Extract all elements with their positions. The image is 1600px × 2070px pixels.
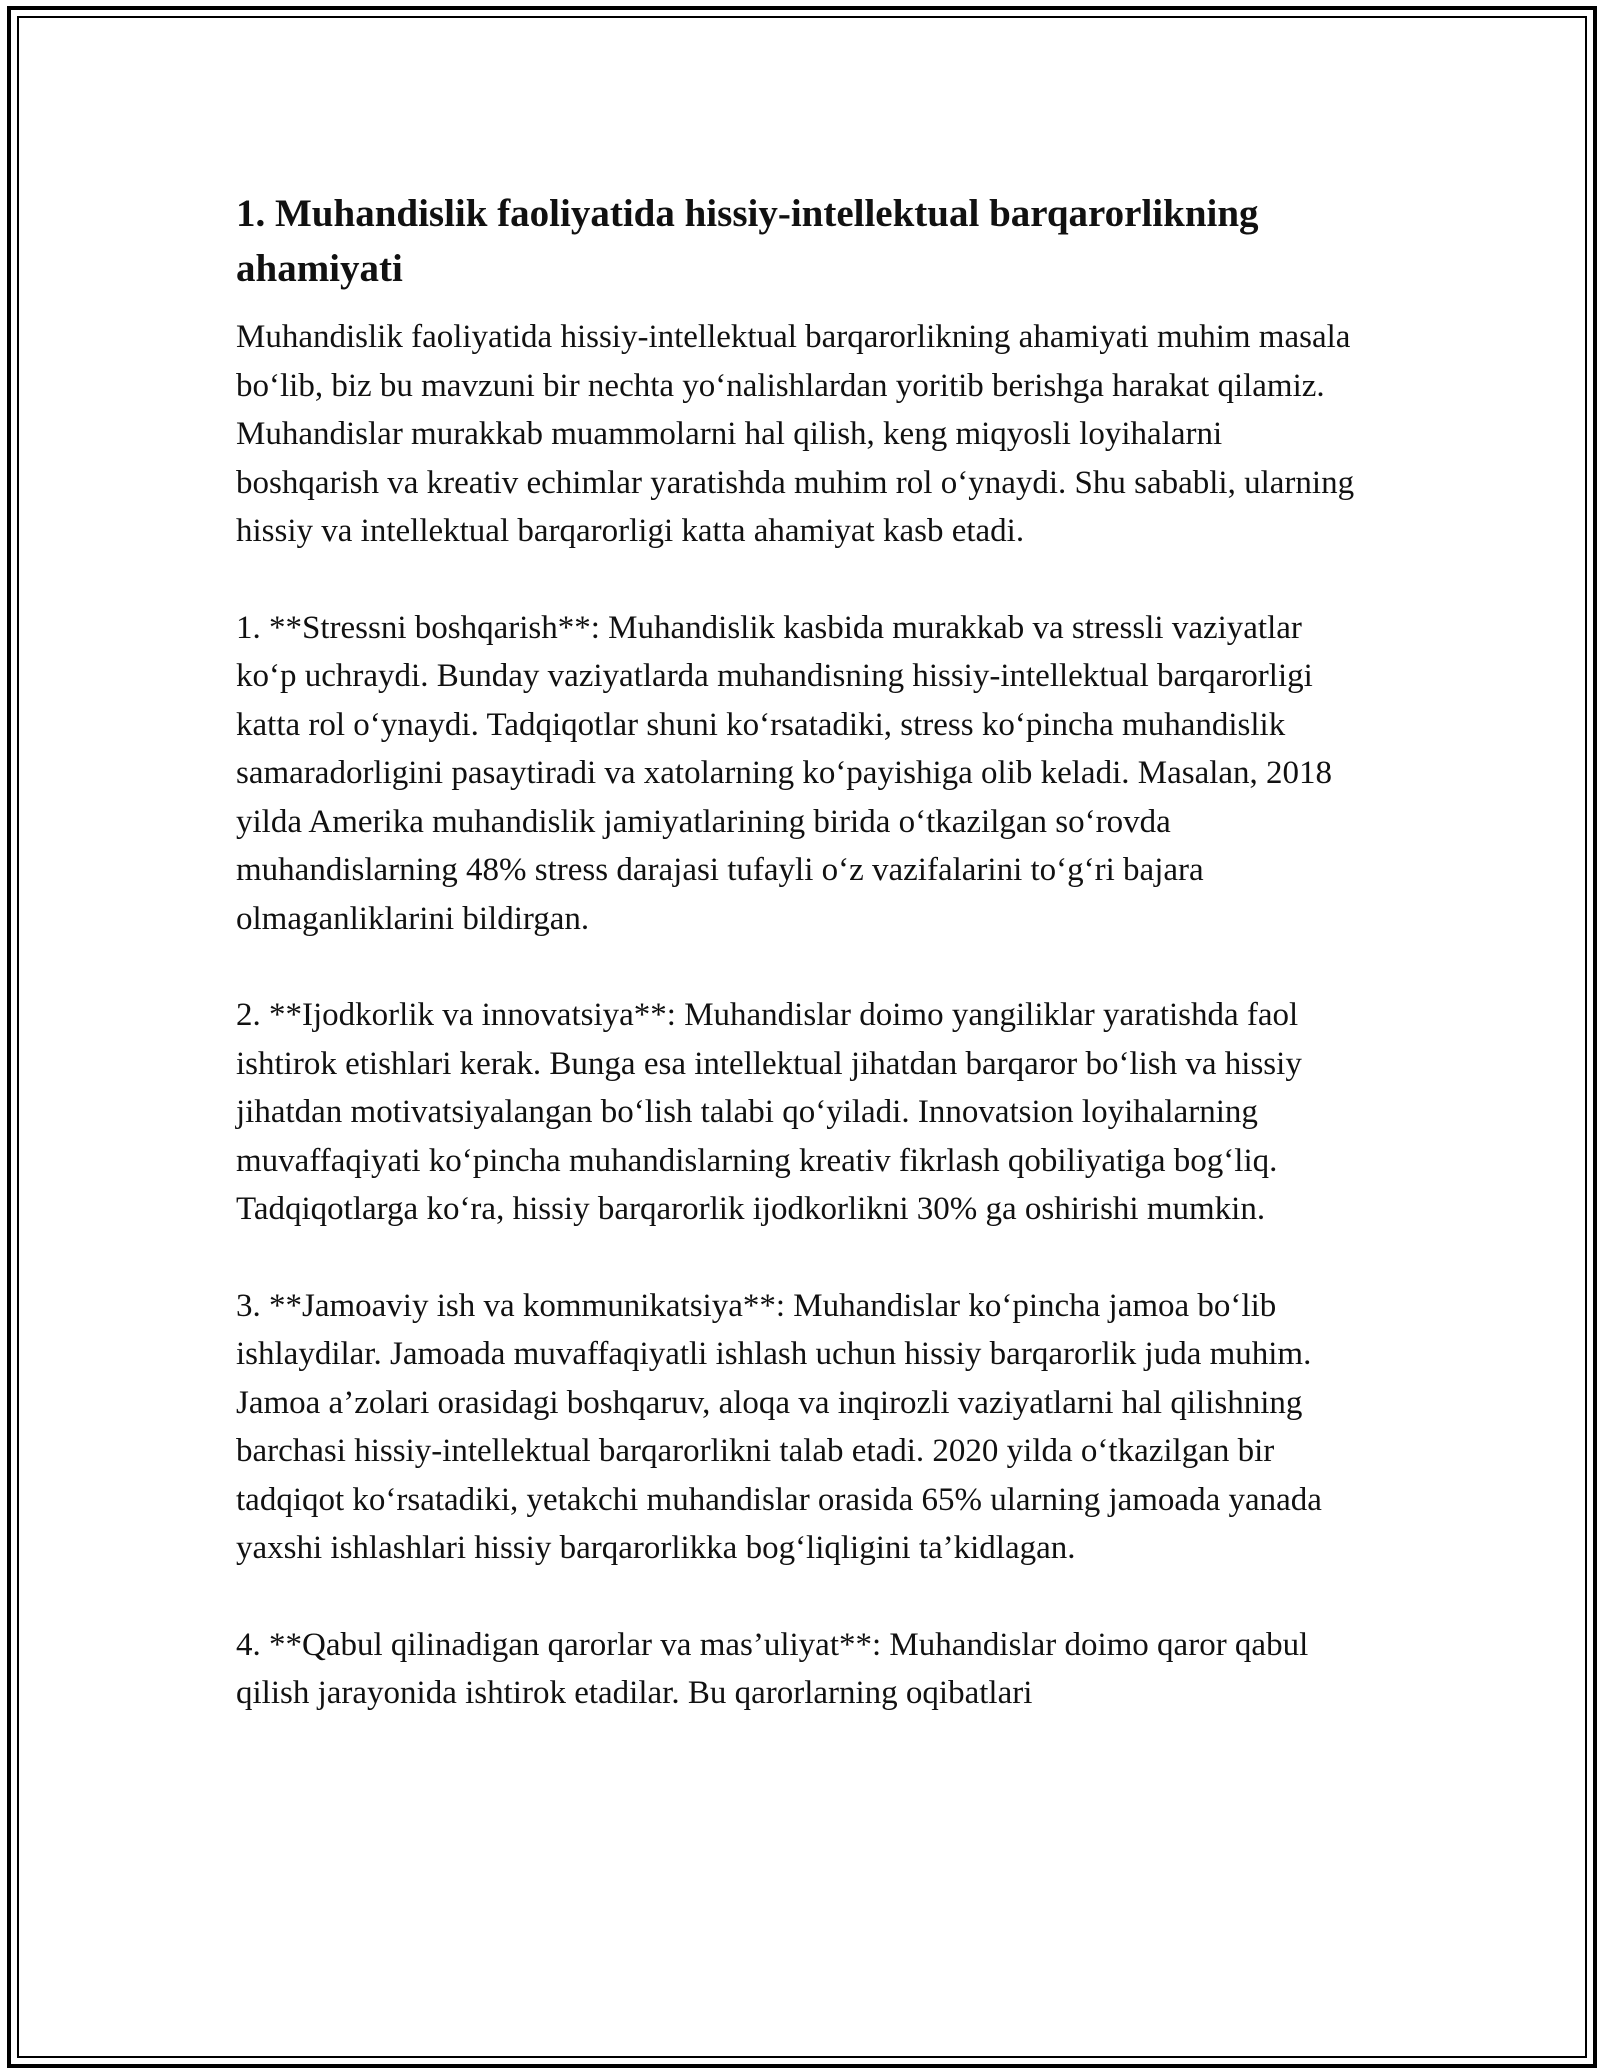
paragraph-teamwork-communication: 3. **Jamoaviy ish va kommunikatsiya**: Muhandislar ko‘pincha jamoa bo‘lib ishlaydilar. Jamoada muvaffaqiyatli ishlash uchun hissiy barqarorlik juda muhim. Jamoa a’zolari orasidagi boshqaruv, aloqa va inqirozli vaziyatlarni hal qilishning barchasi hissiy-intellektual barqarorlikni talab etadi. 2020 yilda o‘tkazilgan bir tadqiqot ko‘rsatadiki, yetakchi muhandislar orasida 65% ularning jamoada yanada yaxshi ishlashlari hissiy barqarorlikka bog‘liqligini ta’kidlagan. bbox=[236, 1287, 1322, 1566]
paragraph-stress-management: 1. **Stressni boshqarish**: Muhandislik kasbida murakkab va stressli vaziyatlar ko‘p uchraydi. Bunday vaziyatlarda muhandisning hissiy-intellektual barqarorligi katta rol o‘ynaydi. Tadqiqotlar shuni ko‘rsatadiki, stress ko‘pincha muhandislik samaradorligini pasaytiradi va xatolarning ko‘payishiga olib keladi. Masalan, 2018 yilda Amerika muhandislik jamiyatlarining birida o‘tkazilgan so‘rovda muhandislarning 48% stress darajasi tufayli o‘z vazifalarini to‘g‘ri bajara olmaganliklarini bildirgan. bbox=[236, 609, 1333, 937]
paragraph-decisions-responsibility: 4. **Qabul qilinadigan qarorlar va mas’uliyat**: Muhandislar doimo qaror qabul qilish jarayonida ishtirok etadilar. Bu qarorlarning oqibatlari bbox=[236, 1626, 1309, 1711]
paragraph-creativity-innovation: 2. **Ijodkorlik va innovatsiya**: Muhandislar doimo yangiliklar yaratishda faol ishtirok etishlari kerak. Bunga esa intellektual jihatdan barqaror bo‘lish va hissiy jihatdan motivatsiyalangan bo‘lish talabi qo‘yiladi. Innovatsion loyihalarning muvaffaqiyati ko‘pincha muhandislarning kreativ fikrlash qobiliyatiga bog‘liq. Tadqiqotlarga ko‘ra, hissiy barqarorlik ijodkorlikni 30% ga oshirishi mumkin. bbox=[236, 997, 1302, 1227]
document-title: 1. Muhandislik faoliyatida hissiy-intellektual barqarorlikning ahamiyati bbox=[236, 192, 1259, 290]
document-body bbox=[236, 186, 1366, 1766]
paragraph-intro: Muhandislik faoliyatida hissiy-intellektual barqarorlikning ahamiyati muhim masala bo‘lib, biz bu mavzuni bir nechta yo‘nalishlardan yoritib berishga harakat qilamiz. Muhandislar murakkab muammolarni hal qilish, keng miqyosli loyihalarni boshqarish va kreativ echimlar yaratishda muhim rol o‘ynaydi. Shu sababli, ularning hissiy va intellektual barqarorligi katta ahamiyat kasb etadi. bbox=[236, 319, 1355, 549]
